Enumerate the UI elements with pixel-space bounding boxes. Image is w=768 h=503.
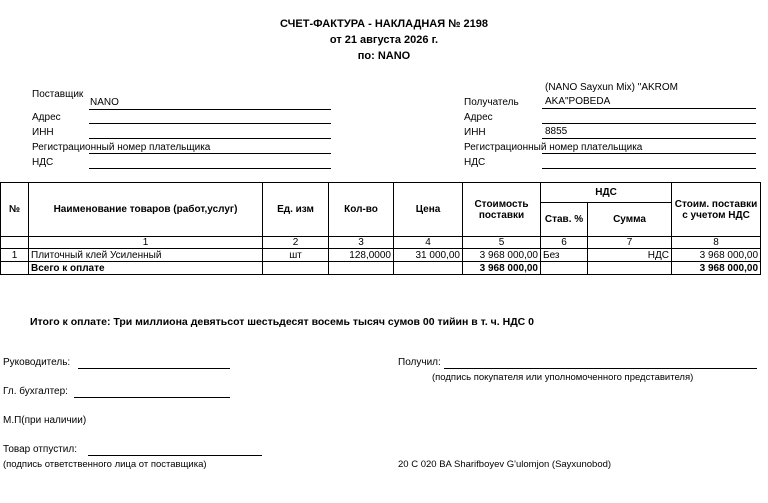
row-price: 31 000,00 [394,249,463,262]
total-price-cell [394,262,463,275]
row-num: 1 [1,249,29,262]
supplier-nds-underline [89,168,331,169]
header-price: Цена [394,183,463,237]
index-cell: 2 [263,237,329,249]
recipient-label: Получатель [464,97,519,108]
summary-text: Итого к оплате: Три миллиона девятьсот шестьдесят восемь тысяч сумов 00 тийин в т. ч. НДС 0 [30,316,535,328]
header-nds: НДС [541,183,672,203]
total-unit-cell [263,262,329,275]
director-signature-line [78,368,230,369]
table-row [1,249,761,262]
released-note: (подпись ответственного лица от поставщика) [3,459,207,470]
index-cell: 8 [672,237,761,249]
document-date: от 21 августа 2026 г. [329,34,439,46]
recipient-nds-label: НДС [464,157,486,168]
supplier-inn-label: ИНН [32,127,54,138]
index-cell: 6 [541,237,588,249]
supplier-underline [89,109,331,110]
accountant-label: Гл. бухгалтер: [3,386,68,397]
received-note: (подпись покупателя или уполномоченного представителя) [432,372,694,383]
total-rate-cell [541,262,588,275]
row-name: Плиточный клей Усиленный [29,249,263,262]
supplier-label: Поставщик [32,89,84,100]
invoice-table [0,182,761,275]
recipient-value-line1: (NANO Sayxun Mix) "AKROM [545,82,679,93]
index-cell: 5 [463,237,541,249]
document-basis: по: NANO [357,50,411,62]
supplier-address-label: Адрес [32,112,61,123]
index-row [1,237,761,249]
total-cost: 3 968 000,00 [463,262,541,275]
total-num-cell [1,262,29,275]
header-sum: Сумма [588,203,672,237]
supplier-nds-label: НДС [32,157,54,168]
index-cell [1,237,29,249]
recipient-inn-value: 8855 [545,126,568,137]
recipient-inn-underline [542,138,756,139]
total-qty-cell [329,262,394,275]
total-row [1,262,761,275]
recipient-reg-label: Регистрационный номер плательщика [464,142,643,153]
index-cell: 4 [394,237,463,249]
total-label: Всего к оплате [29,262,263,275]
recipient-inn-label: ИНН [464,127,486,138]
total-value: 3 968 000,00 [672,262,761,275]
header-qty: Кол-во [329,183,394,237]
footer-code: 20 C 020 BA Sharifboyev G'ulomjon (Sayxunobod) [398,459,612,470]
recipient-nds-underline [542,168,756,169]
recipient-reg-underline [542,153,756,154]
supplier-address-underline [89,123,331,124]
director-label: Руководитель: [3,357,71,368]
recipient-underline [542,108,756,109]
supplier-value: NANO [90,97,119,108]
recipient-address-underline [542,123,756,124]
row-rate: Без [541,249,588,262]
recipient-address-label: Адрес [464,112,493,123]
row-cost: 3 968 000,00 [463,249,541,262]
row-sum: НДС [588,249,672,262]
stamp-label: М.П(при наличии) [3,415,87,426]
header-unit: Ед. изм [263,183,329,237]
header-rate: Став. % [541,203,588,237]
header-name: Наименование товаров (работ,услуг) [29,183,263,237]
released-label: Товар отпустил: [3,444,77,455]
document-title: СЧЕТ-ФАКТУРА - НАКЛАДНАЯ № 2198 [280,18,488,30]
total-sum-cell [588,262,672,275]
row-total: 3 968 000,00 [672,249,761,262]
row-qty: 128,0000 [329,249,394,262]
supplier-inn-underline [89,138,331,139]
header-total: Стоим. поставки с учетом НДС [672,183,761,237]
accountant-signature-line [74,397,230,398]
recipient-value-line2: AKA"POBEDA [545,96,611,107]
index-cell: 1 [29,237,263,249]
index-cell: 7 [588,237,672,249]
received-label: Получил: [398,357,441,368]
received-signature-line [444,368,757,369]
supplier-reg-underline [89,153,331,154]
released-signature-line [88,455,262,456]
index-cell: 3 [329,237,394,249]
header-num: № [1,183,29,237]
header-cost: Стоимость поставки [463,183,541,237]
row-unit: шт [263,249,329,262]
supplier-reg-label: Регистрационный номер плательщика [32,142,211,153]
